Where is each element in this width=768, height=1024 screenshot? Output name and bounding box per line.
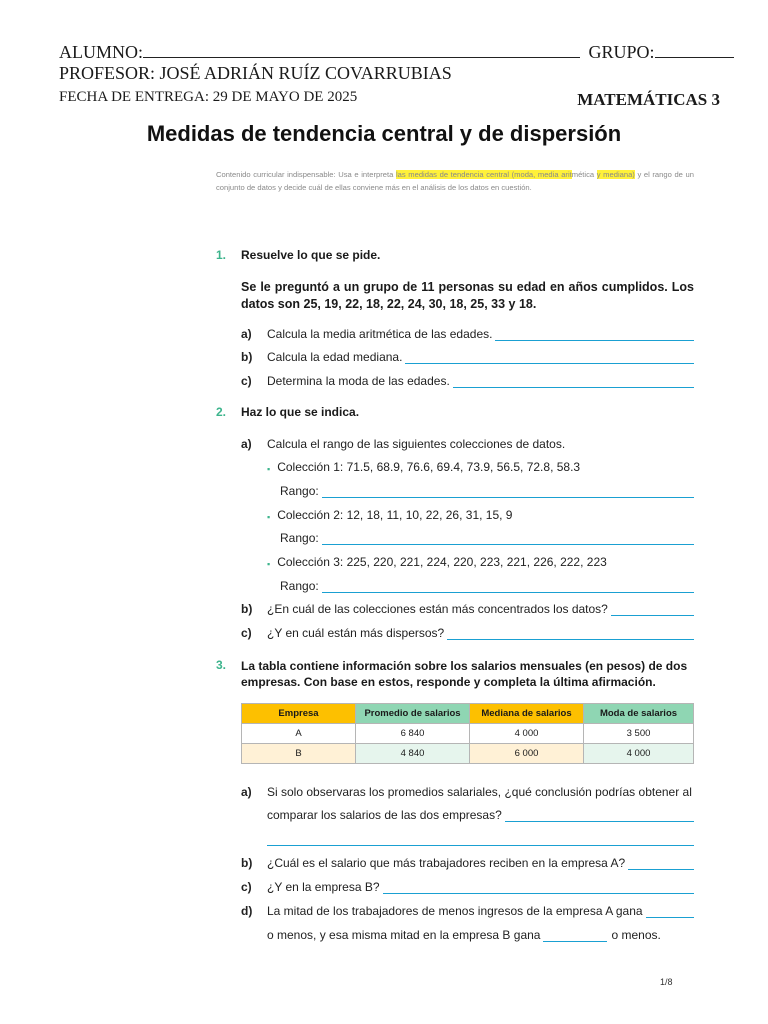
q3-number: 3.: [216, 658, 227, 672]
curriculum-note: [216, 168, 694, 194]
q2-item-c-answer-line[interactable]: [447, 629, 694, 640]
q3-item-d-answer-line-2[interactable]: [543, 931, 607, 942]
q1-item-c-label: c): [241, 374, 252, 388]
q1-item-b-text: Calcula la edad mediana.: [267, 350, 403, 364]
q2-collection-2-text: Colección 2: 12, 18, 11, 10, 22, 26, 31, 15, 9: [277, 508, 513, 522]
q3-item-c-answer-line[interactable]: [383, 883, 694, 894]
q2-rango-1-answer-line[interactable]: [322, 487, 694, 498]
q3-item-b: [241, 856, 694, 870]
q3-item-a-label: a): [241, 785, 252, 799]
q2-rango-1-label: Rango:: [280, 484, 319, 498]
q3-title: [241, 658, 694, 690]
curriculum-highlight-2: y mediana): [596, 170, 635, 179]
q3-item-a-text-1: Si solo observaras los promedios salariales, ¿qué conclusión podrías obtener al: [267, 785, 692, 799]
q3-item-b-answer-line[interactable]: [628, 859, 694, 870]
q2-item-b-label: b): [241, 602, 253, 616]
page-number: 1/8: [660, 977, 673, 987]
q3-item-d-label: d): [241, 904, 253, 918]
q3-item-d-text-1: La mitad de los trabajadores de menos ingresos de la empresa A gana: [267, 904, 643, 918]
grupo-label: GRUPO:: [588, 42, 655, 62]
q2-item-b: [241, 602, 694, 616]
q2-item-a: [241, 437, 694, 451]
table-cell: A: [242, 724, 356, 744]
subject-label: MATEMÁTICAS 3: [577, 90, 720, 109]
curriculum-pre: Contenido curricular indispensable: Usa e interpreta: [216, 170, 396, 179]
q3-item-d-line-1: [241, 904, 694, 918]
q2-rango-3-answer-line[interactable]: [322, 582, 694, 593]
q3-item-c-label: c): [241, 880, 252, 894]
q3-title-line-2: empresas. Con base en estos, responde y completa la última afirmación.: [241, 675, 656, 689]
salary-table-header-row: [242, 704, 694, 724]
q3-item-d-text-2a: o menos, y esa misma mitad en la empresa B gana: [267, 928, 541, 942]
q2-item-a-text: Calcula el rango de las siguientes colecciones de datos.: [267, 437, 566, 451]
q2-collection-3: [267, 555, 607, 569]
bullet-icon: ▪: [267, 512, 271, 522]
table-row: [242, 744, 694, 764]
q3-item-c-text: ¿Y en la empresa B?: [267, 880, 380, 894]
q2-number: 2.: [216, 405, 227, 419]
q1-paragraph: Se le preguntó a un grupo de 11 personas su edad en años cumplidos. Los datos son 25, 19, 22, 18, 22, 24, 30, 18, 25, 33 y 18.: [241, 280, 694, 311]
q2-collection-3-text: Colección 3: 225, 220, 221, 224, 220, 223, 221, 226, 222, 223: [277, 555, 607, 569]
grupo-blank[interactable]: [655, 41, 734, 58]
q2-item-b-answer-line[interactable]: [611, 605, 694, 616]
q2-rango-2: [280, 531, 694, 545]
q2-rango-3-label: Rango:: [280, 579, 319, 593]
q1-item-c-text: Determina la moda de las edades.: [267, 374, 450, 388]
table-header-promedio: Promedio de salarios: [356, 704, 470, 724]
q2-title: Haz lo que se indica.: [241, 405, 360, 419]
q1-item-b: [241, 350, 694, 364]
q2-collection-2: [267, 508, 512, 522]
q2-rango-3: [280, 579, 694, 593]
q3-item-d-answer-line-1[interactable]: [646, 907, 694, 918]
q3-title-line-1: La tabla contiene información sobre los salarios mensuales (en pesos) de dos: [241, 659, 688, 673]
q3-item-a-answer-line[interactable]: [505, 811, 694, 822]
q2-collection-1: [267, 460, 580, 474]
table-cell: 3 500: [584, 724, 694, 744]
table-header-empresa: Empresa: [242, 704, 356, 724]
student-line: [59, 41, 734, 63]
alumno-label: ALUMNO:: [59, 42, 143, 62]
q1-item-b-answer-line[interactable]: [405, 353, 694, 364]
curriculum-post: y el rango de un conjunto de datos y decide cuál de ellas conviene más en el análisis de los datos en cuestión.: [216, 170, 694, 192]
profesor-line: PROFESOR: JOSÉ ADRIÁN RUÍZ COVARRUBIAS: [59, 63, 452, 83]
q3-item-b-label: b): [241, 856, 253, 870]
page-title: Medidas de tendencia central y de dispersión: [146, 121, 622, 146]
q2-rango-2-label: Rango:: [280, 531, 319, 545]
q2-item-b-text: ¿En cuál de las colecciones están más concentrados los datos?: [267, 602, 608, 616]
q1-item-a-label: a): [241, 327, 252, 341]
q2-rango-2-answer-line[interactable]: [322, 534, 694, 545]
q2-collection-1-text: Colección 1: 71.5, 68.9, 76.6, 69.4, 73.9, 56.5, 72.8, 58.3: [277, 460, 581, 474]
q3-item-a-text-2: comparar los salarios de las dos empresas?: [267, 808, 502, 822]
table-cell: 6 000: [470, 744, 584, 764]
q1-item-a: [241, 327, 694, 341]
due-date: FECHA DE ENTREGA: 29 DE MAYO DE 2025: [59, 89, 358, 105]
q3-item-b-text: ¿Cuál es el salario que más trabajadores reciben en la empresa A?: [267, 856, 626, 870]
q3-item-d-line-2: [267, 928, 661, 942]
q2-item-a-label: a): [241, 437, 252, 451]
q1-item-a-answer-line[interactable]: [495, 330, 694, 341]
q1-number: 1.: [216, 248, 227, 262]
table-cell: 4 000: [584, 744, 694, 764]
q2-item-c: [241, 626, 694, 640]
bullet-icon: ▪: [267, 559, 271, 569]
table-row: [242, 724, 694, 744]
q3-item-d-text-2b: o menos.: [611, 928, 661, 942]
q2-item-c-text: ¿Y en cuál están más dispersos?: [267, 626, 445, 640]
alumno-blank[interactable]: [143, 41, 580, 58]
q3-item-a-line-2: [267, 808, 694, 822]
q2-item-c-label: c): [241, 626, 252, 640]
q3-item-a-line-1: [241, 785, 694, 799]
q3-item-a-answer-line-2[interactable]: [267, 845, 694, 846]
table-cell: 4 840: [356, 744, 470, 764]
table-cell: B: [242, 744, 356, 764]
table-cell: 4 000: [470, 724, 584, 744]
table-header-mediana: Mediana de salarios: [470, 704, 584, 724]
bullet-icon: ▪: [267, 464, 271, 474]
table-cell: 6 840: [356, 724, 470, 744]
q2-rango-1: [280, 484, 694, 498]
q3-item-c: [241, 880, 694, 894]
curriculum-mid: mética: [571, 170, 595, 179]
curriculum-highlight-1: las medidas de tendencia central (moda, media arit: [395, 170, 572, 179]
salary-table: [241, 703, 694, 764]
q1-item-c: [241, 374, 694, 388]
q1-item-a-text: Calcula la media aritmética de las edades.: [267, 327, 493, 341]
q1-item-c-answer-line[interactable]: [453, 377, 694, 388]
table-header-moda: Moda de salarios: [584, 704, 694, 724]
q1-item-b-label: b): [241, 350, 253, 364]
q1-title: Resuelve lo que se pide.: [241, 248, 381, 262]
